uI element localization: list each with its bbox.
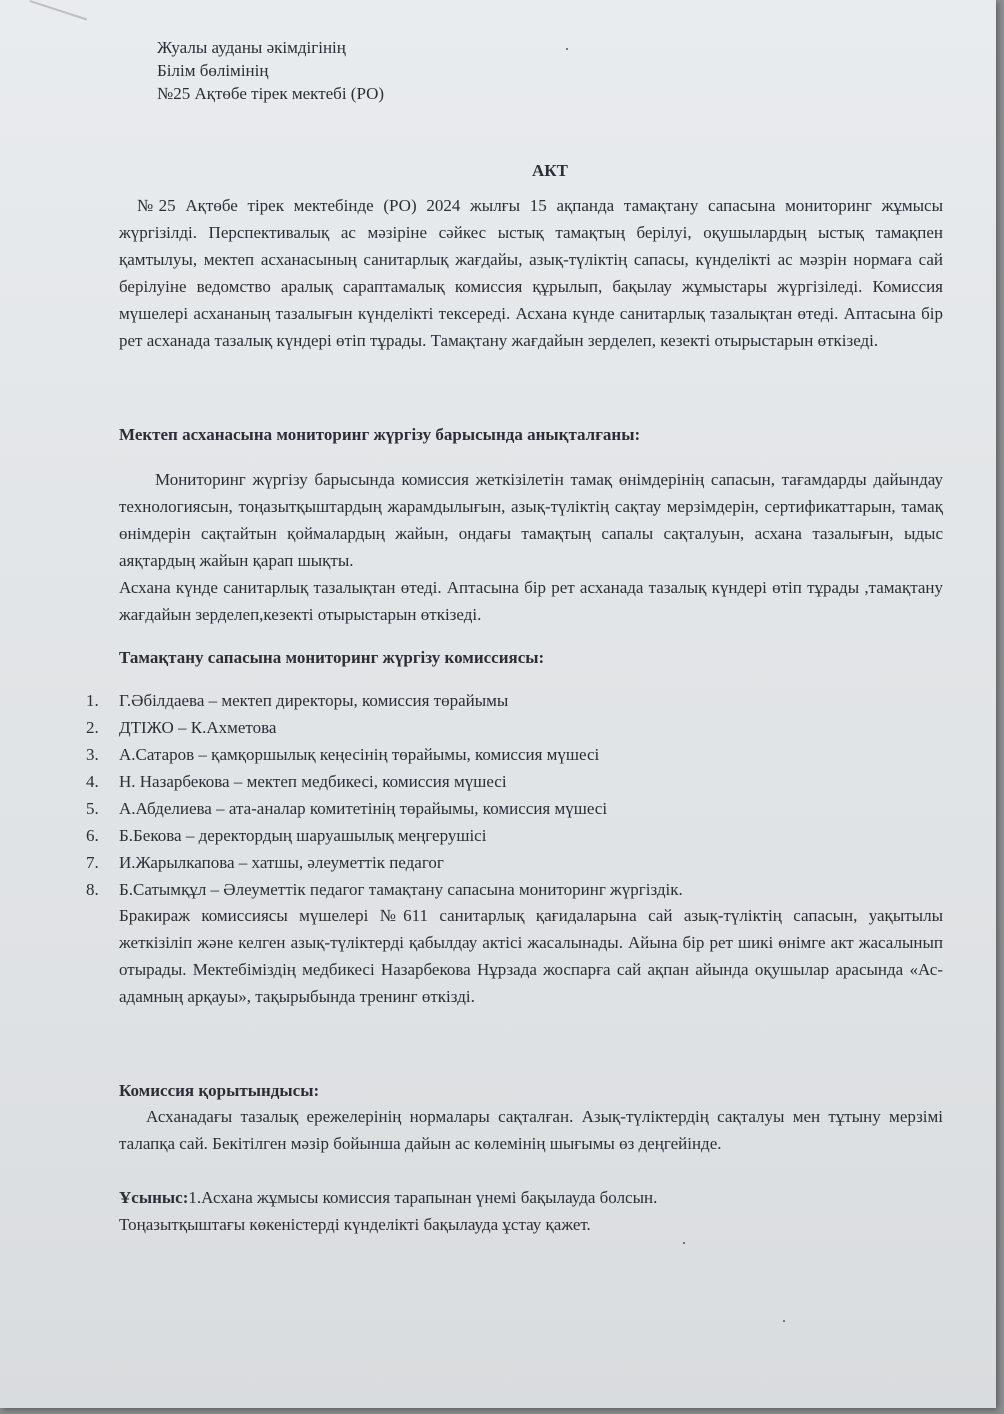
list-item: 8. Б.Сатымқұл – Әлеуметтік педагог тамақтану сапасына мониторинг жүргіздік. [86, 880, 683, 899]
findings-paragraph: Мониторинг жүргізу барысында комиссия жеткізілетін тамақ өнімдерінің сапасын, тағамдарды дайындау технологиясын, тоңазытқыштардың жарамдылығын, азық-түліктің сақтау мерзімдерін, сертификаттарын, тамақ өнімдерін сақтайтын қоймалардың жайын, ондағы тамақтың сапалы сақталуын, асхана тазалығын, ыдыс аяқтардың жайын қарап шықты. [119, 470, 943, 570]
header-line-school: №25 Ақтөбе тірек мектебі (РО) [157, 84, 385, 103]
recommendation-line-2: Тоңазытқыштағы көкеністерді күнделікті бақылауда ұстау қажет. [119, 1215, 591, 1234]
commission-members-list [86, 687, 683, 903]
list-item: 2. ДТІЖО – К.Ахметова [86, 718, 277, 737]
list-item: 6. Б.Бекова – деректордың шаруашылық меңгерушісі [86, 826, 487, 845]
list-item: 1. Г.Әбілдаева – мектеп директоры, комиссия төрайымы [86, 691, 509, 710]
section-findings-heading: Мектеп асханасына мониторинг жүргізу барысында анықталғаны: [119, 425, 641, 444]
list-item: 7. И.Жарылкапова – хатшы, әлеуметтік педагог [86, 853, 444, 872]
findings-paragraph-2: Асхана күнде санитарлық тазалықтан өтеді. Аптасына бір рет асханада тазалық күндері өтіп тұрады ,тамақтану жағдайын зерделеп,кезекті отырыстарын өткізеді. [119, 578, 943, 624]
paper-speck [566, 48, 568, 50]
recommendation-block [119, 1184, 943, 1238]
list-item: 3. А.Сатаров – қамқоршылық кеңесінің төрайымы, комиссия мүшесі [86, 745, 600, 764]
conclusion-paragraph: Асханадағы тазалық ережелерінің нормалары сақталған. Азық-түліктердің сақталуы мен тұтыну мерзімі талапқа сай. Бекітілген мәзір бойынша дайын ас көлемінің шығымы өз деңгейінде. [119, 1107, 943, 1153]
commission-heading: Тамақтану сапасына мониторинг жүргізу комиссиясы: [119, 648, 545, 667]
paper-speck [683, 1242, 685, 1244]
page-scratch-mark [24, 0, 87, 38]
document-title: АКТ [532, 161, 568, 180]
list-item: 4. Н. Назарбекова – мектеп медбикесі, комиссия мүшесі [86, 772, 507, 791]
document-header [157, 36, 384, 105]
brakeraz-paragraph: Бракираж комиссиясы мүшелері №611 санитарлық қағидаларына сай азық-түліктің сапасын, уақытылы жеткізіліп және келген азық-түліктерді қабылдау актісі жасалынады. Айына бір рет шикі өнімге акт жасалынып отырады. Мектебіміздің медбикесі Назарбекова Нұрзада жоспарға сай ақпан айында оқушылар арасында «Ас-адамның арқауы», тақырыбында тренинг өткізді. [119, 906, 943, 1006]
recommendation-label: Ұсыныс: [119, 1188, 189, 1207]
intro-paragraph: №25 Ақтөбе тірек мектебінде (РО) 2024 жылғы 15 ақпанда тамақтану сапасына мониторинг жұмысы жүргізілді. Перспективалық ас мәзіріне сәйкес ыстық тамақтың берілуі, оқушылардың ыстық тамақпен қамтылуы, мектеп асханасының санитарлық жағдайы, азық-түліктің сапасы, күнделікті ас мәзрін нормаға сай берілуіне ведомство аралық сараптамалық комиссия құрылып, бақылау жұмыстары жүргізіледі. Комиссия мүшелері асхананың тазалығын күнделікті тексереді. Асхана күнде санитарлық тазалықтан өтеді. Аптасына бір рет асханада тазалық күндері өтіп тұрады. Тамақтану жағдайын зерделеп, кезекті отырыстарын өткізеді. [119, 196, 943, 350]
paper-speck [783, 1320, 785, 1322]
header-line-district: Жуалы ауданы әкімдігінің [157, 38, 346, 57]
list-item: 5. А.Абделиева – ата-аналар комитетінің төрайымы, комиссия мүшесі [86, 799, 608, 818]
recommendation-line-1: Ұсыныс:1.Асхана жұмысы комиссия тарапынан үнемі бақылауда болсын. [119, 1188, 658, 1207]
conclusion-heading: Комиссия қорытындысы: [119, 1081, 320, 1100]
header-line-department: Білім бөлімінің [157, 61, 269, 80]
